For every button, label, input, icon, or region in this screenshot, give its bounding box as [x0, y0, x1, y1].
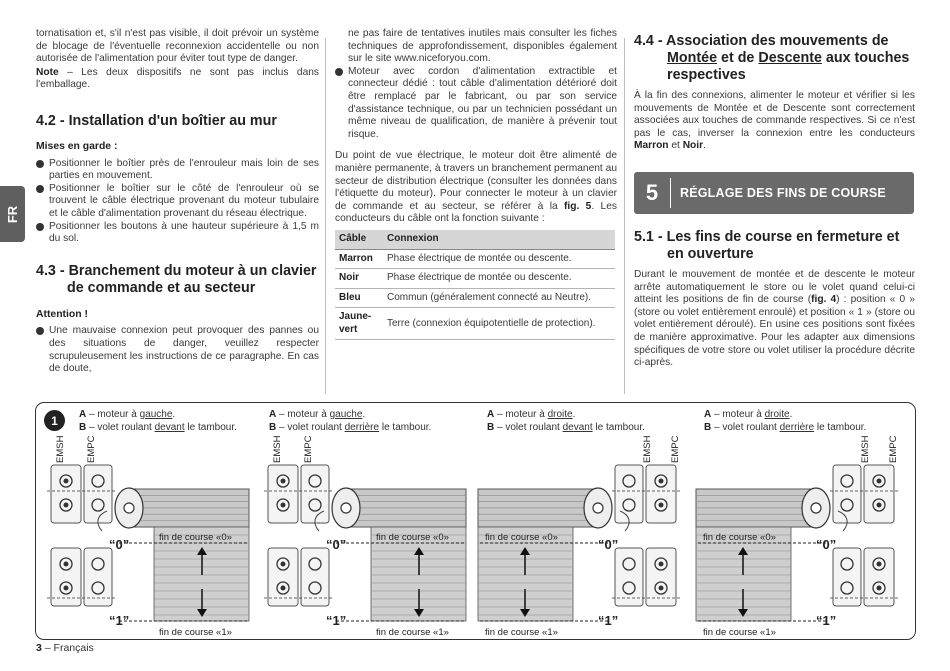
- switch-box: [51, 548, 81, 606]
- switch-box: [51, 465, 81, 523]
- intro-paragraph: tornatisation et, s'il n'est pas visible, il doit prévoir un système de blocage de l'éventuelle reconnexion accidentelle ou non autorisée de l'alimentation pour éviter tout type de danger.: [36, 28, 319, 65]
- roller-axle: [811, 503, 821, 513]
- position-1-label: “1”: [816, 613, 837, 628]
- table-row: Noir Phase électrique de montée ou descente.: [335, 269, 615, 289]
- figure-panel: [37, 403, 254, 639]
- figure-1: [35, 402, 916, 640]
- controller-label: EMSH: [642, 435, 653, 463]
- switch-box: [833, 548, 861, 606]
- shutter-diagram: [37, 403, 254, 639]
- bullet-icon: [36, 327, 44, 335]
- column-3-lower: [634, 229, 915, 370]
- section-title: RÉGLAGE DES FINS DE COURSE: [680, 186, 886, 200]
- column-1: [36, 28, 319, 376]
- switch-box: [268, 465, 298, 523]
- controller-label: EMPC: [86, 435, 97, 463]
- position-1-label: “1”: [326, 613, 347, 628]
- position-1-label: “1”: [109, 613, 130, 628]
- limit-0-label: fin de course «0»: [376, 532, 449, 543]
- section-5-banner: [634, 172, 914, 214]
- limit-0-label: fin de course «0»: [485, 532, 558, 543]
- heading-4-3: 4.3 - Branchement du moteur à un clavier de commande et au secteur: [36, 262, 317, 296]
- controller-label: EMSH: [272, 435, 283, 463]
- switch-knob-center: [64, 503, 69, 508]
- switch-box: [615, 548, 643, 606]
- cable-table: [335, 230, 615, 341]
- switch-knob-center: [877, 562, 882, 567]
- fig5-ref: fig. 5: [564, 200, 592, 212]
- column-divider-2: [624, 38, 625, 394]
- column-3: [634, 33, 915, 153]
- shutter-diagram: [691, 403, 908, 639]
- warning-item: Positionner le boîtier sur le côté de l'enrouleur où se trouvent le câble électrique provenant du moteur tubulaire et le câble d'alimentation provenant du réseau électrique.: [36, 183, 319, 221]
- note-label: Note: [36, 66, 59, 78]
- limit-1-label: fin de course «1»: [485, 627, 558, 638]
- position-0-label: “0”: [816, 537, 837, 552]
- switch-knob-center: [281, 503, 286, 508]
- table-header: Câble: [335, 230, 383, 249]
- roller-axle: [341, 503, 351, 513]
- switch-box: [301, 548, 329, 606]
- banner-divider: [670, 178, 671, 208]
- switch-knob-center: [877, 503, 882, 508]
- limit-1-label: fin de course «1»: [159, 627, 232, 638]
- limit-0-label: fin de course «0»: [159, 532, 232, 543]
- controller-label: EMSH: [55, 435, 66, 463]
- language-tab: [0, 186, 25, 242]
- heading-4-4: 4.4 - Association des mouvements de Montée et de Descente aux touches respectives: [634, 33, 910, 83]
- bullet-icon: [36, 185, 44, 193]
- switch-knob-center: [877, 586, 882, 591]
- footer-language: Français: [53, 642, 94, 654]
- switch-knob-center: [64, 586, 69, 591]
- limit-1-label: fin de course «1»: [703, 627, 776, 638]
- attention-item: Une mauvaise connexion peut provoquer des pannes ou des situations de danger, veuillez respecter scrupuleusement les instructions de ce paragraphe. En cas de doute,: [36, 325, 319, 375]
- controller-label: EMPC: [303, 435, 314, 463]
- limit-0-label: fin de course «0»: [703, 532, 776, 543]
- limit-1-label: fin de course «1»: [376, 627, 449, 638]
- panel-caption: A – moteur à gauche. B – volet roulant derrière le tambour.: [269, 409, 432, 433]
- position-0-label: “0”: [598, 537, 619, 552]
- continued-item: ne pas faire de tentatives inutiles mais consulter les fiches techniques de approfondissement, disponibles également sur le site www.niceforyou.com.: [348, 28, 617, 65]
- switch-box: [84, 548, 112, 606]
- panel-caption: A – moteur à droite. B – volet roulant derrière le tambour.: [704, 409, 867, 433]
- heading-4-2: 4.2 - Installation d'un boîtier au mur: [36, 112, 277, 129]
- figure-number: 1: [44, 410, 65, 431]
- warning-item: Positionner le boîtier près de l'enrouleur mais loin de ses parties en mouvement.: [36, 158, 319, 183]
- switch-box: [646, 465, 676, 523]
- attention-label: Attention !: [36, 308, 88, 320]
- bullet-icon: [36, 160, 44, 168]
- figure-panel: [254, 403, 471, 639]
- switch-box: [646, 548, 676, 606]
- note-paragraph: [36, 67, 319, 92]
- switch-knob-center: [659, 503, 664, 508]
- switch-box: [84, 465, 112, 523]
- language-tab-label: FR: [5, 205, 20, 223]
- switch-knob-center: [659, 479, 664, 484]
- table-row: Marron Phase électrique de montée ou descente.: [335, 249, 615, 269]
- bullet-icon: [335, 68, 343, 76]
- controller-label: EMPC: [888, 435, 899, 463]
- table-row: Bleu Commun (généralement connecté au Neutre).: [335, 288, 615, 308]
- switch-knob-center: [64, 479, 69, 484]
- heading-5-1: 5.1 - Les fins de course en fermeture et en ouverture: [634, 229, 900, 262]
- note-text: – Les deux dispositifs ne sont pas inclus dans l'emballage.: [36, 66, 319, 91]
- position-0-label: “0”: [109, 537, 130, 552]
- switch-knob-center: [281, 479, 286, 484]
- switch-box: [615, 465, 643, 523]
- warning-item: Positionner les boutons à une hauteur supérieure à 1,5 m du sol.: [36, 221, 319, 246]
- roller-axle: [124, 503, 134, 513]
- switch-knob-center: [64, 562, 69, 567]
- electrical-paragraph: Du point de vue électrique, le moteur doit être alimenté de manière permanente, à travers un branchement permanent au secteur de distribution électrique (consulter les données dans l'étiquette du moteur). Pour connecter le moteur à un clavier de commande et au secteur, se référer à la fig. 5. Les conducteurs du câble ont la fonction suivante :: [335, 150, 617, 225]
- shutter-diagram: [254, 403, 471, 639]
- limits-paragraph: Durant le mouvement de montée et de descente le moteur arrête automatiquement le store ou le volet quand celui-ci atteint les positions de fin de course (fig. 4) : position « 0 » (store ou volet entièrement enroulé) et position « 1 » (store ou volet entièrement déroulé). En usine ces positions sont fixées de manière approximative. Pour les adapter aux dimensions spécifiques de votre store ou volet utiliser la procédure décrite ci-après.: [634, 269, 915, 369]
- roller-axle: [593, 503, 603, 513]
- switch-box: [864, 465, 894, 523]
- section-number: 5: [645, 180, 659, 205]
- panel-caption: A – moteur à droite. B – volet roulant devant le tambour.: [487, 409, 645, 433]
- switch-knob-center: [281, 586, 286, 591]
- position-1-label: “1”: [598, 613, 619, 628]
- switch-knob-center: [877, 479, 882, 484]
- warnings-label: Mises en garde :: [36, 140, 118, 152]
- switch-box: [833, 465, 861, 523]
- switch-knob-center: [659, 562, 664, 567]
- shutter-diagram: [473, 403, 690, 639]
- column-divider-1: [325, 38, 326, 394]
- switch-knob-center: [659, 586, 664, 591]
- switch-knob-center: [281, 562, 286, 567]
- bullet-icon: [36, 223, 44, 231]
- figure-panel: [691, 403, 913, 639]
- motor-cord-item: Moteur avec cordon d'alimentation extractible et connecteur dédié : tout câble d'alimentation détérioré doit être remplacé par le fabricant, ou par son service d'assistance technique, ou par un technicien possédant un même niveau de qualification, de manière à prévenir tout risque.: [335, 66, 617, 142]
- figure-panel: [473, 403, 690, 639]
- switch-box: [864, 548, 894, 606]
- table-header: Connexion: [383, 230, 615, 249]
- switch-box: [268, 548, 298, 606]
- page-footer: 3 – Français: [36, 642, 94, 654]
- column-2: [335, 28, 617, 340]
- controller-label: EMPC: [670, 435, 681, 463]
- panel-caption: A – moteur à gauche. B – volet roulant devant le tambour.: [79, 409, 237, 433]
- switch-box: [301, 465, 329, 523]
- position-0-label: “0”: [326, 537, 347, 552]
- controller-label: EMSH: [860, 435, 871, 463]
- page-number: 3: [36, 642, 42, 654]
- table-row: Jaune-vert Terre (connexion équipotentielle de protection).: [335, 308, 615, 340]
- association-paragraph: À la fin des connexions, alimenter le moteur et vérifier si les mouvements de Montée et de Descente sont correctement associées aux touches de commande respectives. Si ce n'est pas le cas, inverser la connexion entre les conducteurs Marron et Noir.: [634, 90, 915, 152]
